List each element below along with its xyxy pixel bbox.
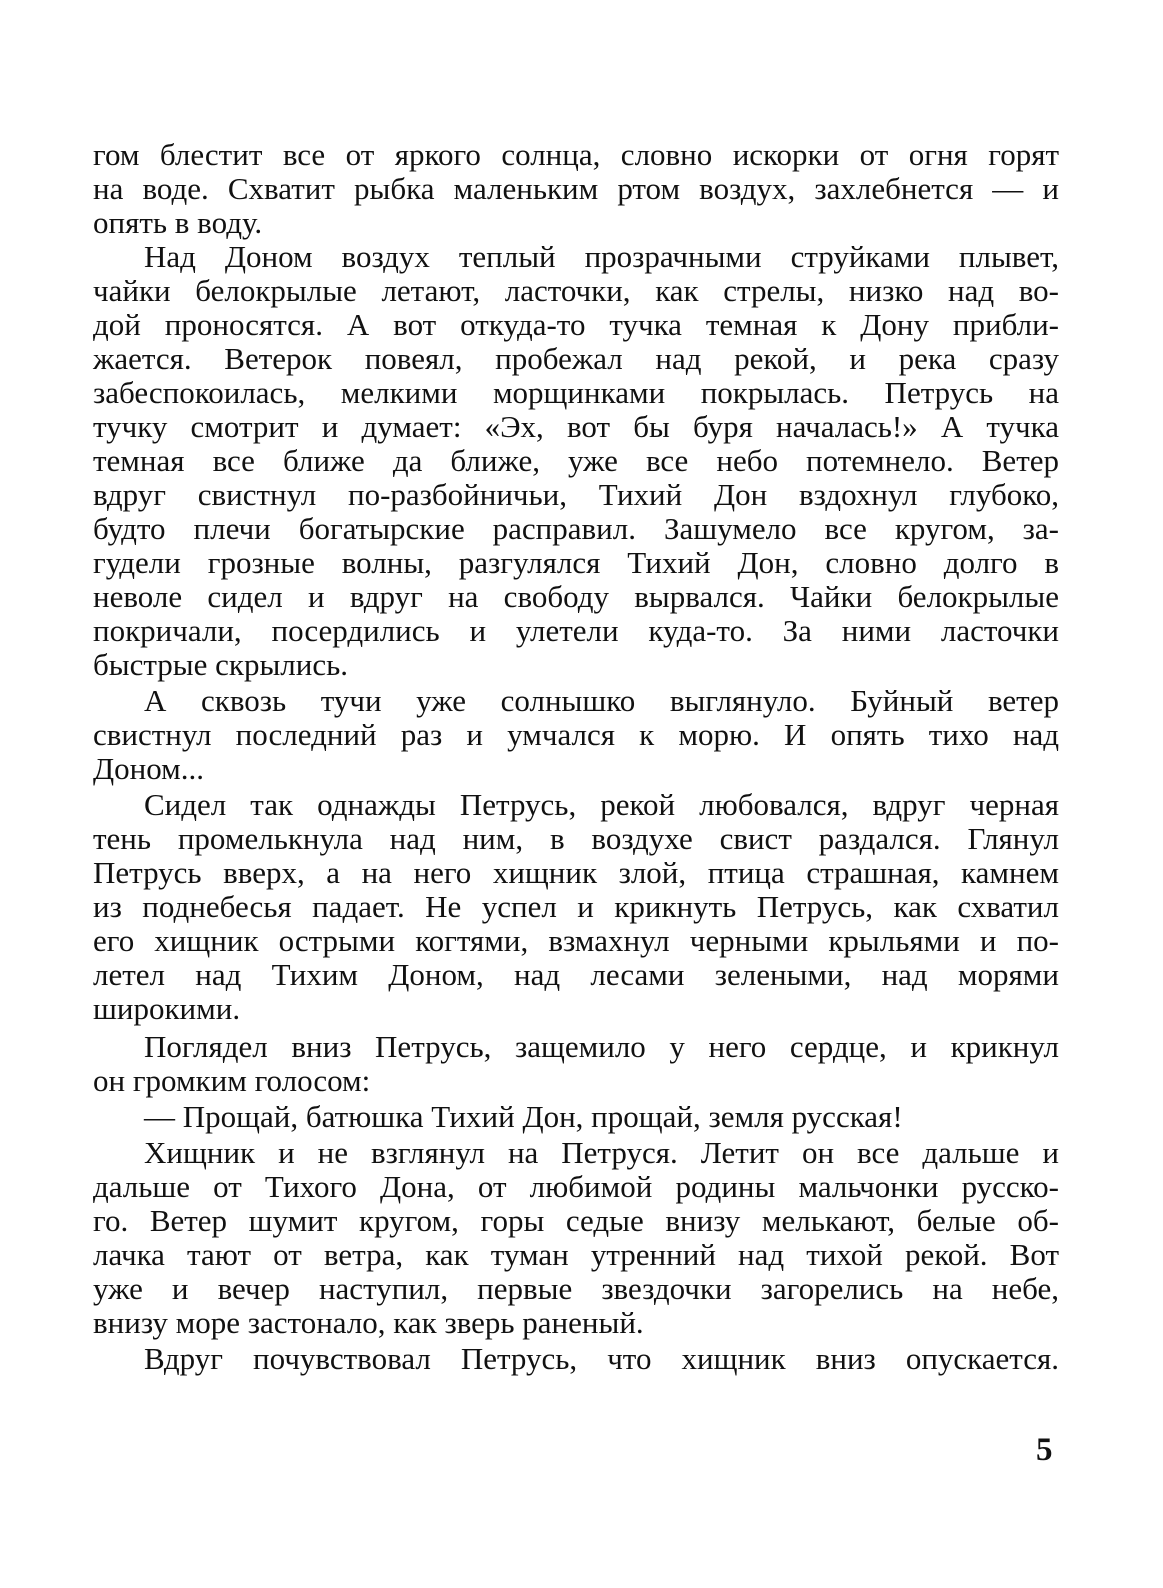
text-line: из поднебесья падает. Не успел и крикнуть Петрусь, как схватил (93, 889, 1059, 924)
page-number: 5 (1036, 1432, 1053, 1468)
text-line: дой проносятся. А вот откуда-то тучка темная к Дону прибли- (93, 307, 1059, 342)
text-line: темная все ближе да ближе, уже все небо потемнело. Ветер (93, 443, 1059, 478)
paragraph-first-line: Хищник и не взглянул на Петруся. Летит он все дальше и (144, 1135, 1059, 1170)
paragraph-first-line: А сквозь тучи уже солнышко выглянуло. Буйный ветер (144, 683, 1059, 718)
paragraph-first-line: Вдруг почувствовал Петрусь, что хищник вниз опускается. (144, 1341, 1059, 1376)
text-line: летел над Тихим Доном, над лесами зелеными, над морями (93, 957, 1059, 992)
text-line: тень промелькнула над ним, в воздухе свист раздался. Глянул (93, 821, 1059, 856)
paragraph-first-line: Над Доном воздух теплый прозрачными струйками плывет, (144, 239, 1059, 274)
text-line: внизу море застонало, как зверь раненый. (93, 1305, 644, 1340)
text-line: забеспокоилась, мелкими морщинками покрылась. Петрусь на (93, 375, 1059, 410)
text-line: быстрые скрылись. (93, 647, 348, 682)
text-line: гом блестит все от яркого солнца, словно искорки от огня горят (93, 137, 1059, 172)
text-line: на воде. Схватит рыбка маленьким ртом воздух, захлебнется — и (93, 171, 1059, 206)
text-line: вдруг свистнул по-разбойничьи, Тихий Дон вздохнул глубоко, (93, 477, 1059, 512)
text-line: дальше от Тихого Дона, от любимой родины мальчонки русско- (93, 1169, 1059, 1204)
text-line: тучку смотрит и думает: «Эх, вот бы буря началась!» А тучка (93, 409, 1059, 444)
text-line: неволе сидел и вдруг на свободу вырвался. Чайки белокрылые (93, 579, 1059, 614)
text-line: он громким голосом: (93, 1063, 371, 1098)
text-line: гудели грозные волны, разгулялся Тихий Дон, словно долго в (93, 545, 1059, 580)
text-line: чайки белокрылые летают, ласточки, как стрелы, низко над во- (93, 273, 1059, 308)
text-line: Доном... (93, 751, 205, 786)
text-line: будто плечи богатырские расправил. Зашумело все кругом, за- (93, 511, 1059, 546)
text-line: жается. Ветерок повеял, пробежал над рекой, и река сразу (93, 341, 1059, 376)
paragraph-first-line: Сидел так однажды Петрусь, рекой любовался, вдруг черная (144, 787, 1059, 822)
text-line: лачка тают от ветра, как туман утренний над тихой рекой. Вот (93, 1237, 1059, 1272)
dialogue-line: — Прощай, батюшка Тихий Дон, прощай, земля русская! (144, 1099, 903, 1134)
text-line: его хищник острыми когтями, взмахнул черными крыльями и по- (93, 923, 1059, 958)
text-line: широкими. (93, 991, 241, 1026)
text-line: свистнул последний раз и умчался к морю. И опять тихо над (93, 717, 1059, 752)
text-line: опять в воду. (93, 205, 263, 240)
text-line: го. Ветер шумит кругом, горы седые внизу мелькают, белые об- (93, 1203, 1059, 1238)
paragraph-first-line: Поглядел вниз Петрусь, защемило у него сердце, и крикнул (144, 1029, 1059, 1064)
text-line: Петрусь вверх, а на него хищник злой, птица страшная, камнем (93, 855, 1059, 890)
text-line: уже и вечер наступил, первые звездочки загорелись на небе, (93, 1271, 1059, 1306)
text-line: покричали, посердились и улетели куда-то. За ними ласточки (93, 613, 1059, 648)
